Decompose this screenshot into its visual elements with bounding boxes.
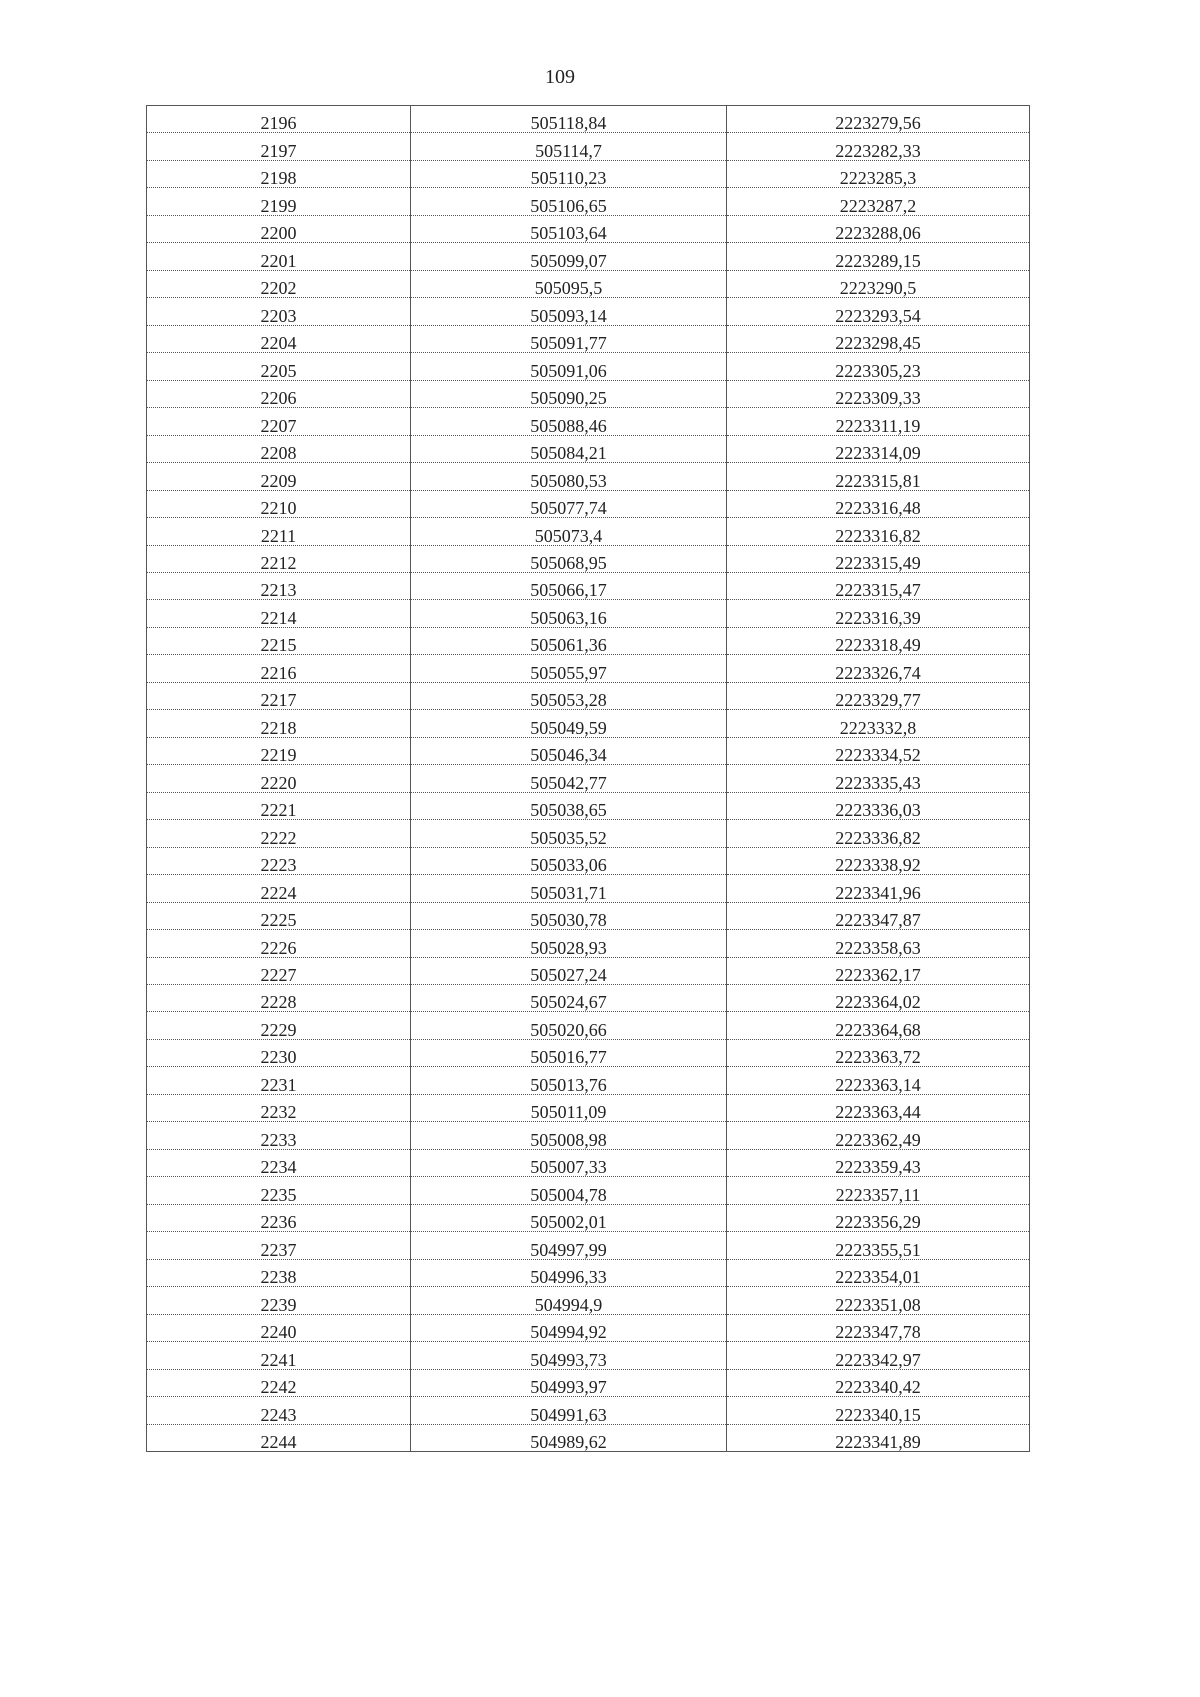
y-coordinate-cell: 2223356,29 — [727, 1204, 1030, 1231]
table-row — [147, 545, 1030, 572]
x-coordinate-cell: 505007,33 — [411, 1149, 727, 1176]
point-number-cell: 2236 — [147, 1204, 411, 1231]
table-row — [147, 1232, 1030, 1259]
table-row — [147, 1012, 1030, 1039]
x-coordinate-cell: 505091,06 — [411, 353, 727, 380]
table-row — [147, 215, 1030, 242]
point-number-cell: 2208 — [147, 435, 411, 462]
x-coordinate-cell: 505084,21 — [411, 435, 727, 462]
x-coordinate-cell: 505063,16 — [411, 600, 727, 627]
x-coordinate-cell: 505093,14 — [411, 298, 727, 325]
x-coordinate-cell: 505004,78 — [411, 1177, 727, 1204]
y-coordinate-cell: 2223351,08 — [727, 1287, 1030, 1314]
table-row — [147, 627, 1030, 654]
table-row — [147, 792, 1030, 819]
y-coordinate-cell: 2223364,68 — [727, 1012, 1030, 1039]
point-number-cell: 2242 — [147, 1369, 411, 1396]
point-number-cell: 2233 — [147, 1122, 411, 1149]
x-coordinate-cell: 504993,73 — [411, 1342, 727, 1369]
table-row — [147, 188, 1030, 215]
point-number-cell: 2198 — [147, 160, 411, 187]
table-row — [147, 957, 1030, 984]
x-coordinate-cell: 505011,09 — [411, 1094, 727, 1121]
y-coordinate-cell: 2223340,15 — [727, 1397, 1030, 1424]
table-row — [147, 710, 1030, 737]
table-row — [147, 765, 1030, 792]
table-row — [147, 1149, 1030, 1176]
x-coordinate-cell: 505106,65 — [411, 188, 727, 215]
table-row — [147, 1369, 1030, 1396]
x-coordinate-cell: 505027,24 — [411, 957, 727, 984]
point-number-cell: 2202 — [147, 270, 411, 297]
x-coordinate-cell: 505016,77 — [411, 1039, 727, 1066]
y-coordinate-cell: 2223336,82 — [727, 820, 1030, 847]
x-coordinate-cell: 504994,9 — [411, 1287, 727, 1314]
x-coordinate-cell: 505024,67 — [411, 985, 727, 1012]
y-coordinate-cell: 2223309,33 — [727, 380, 1030, 407]
y-coordinate-cell: 2223340,42 — [727, 1369, 1030, 1396]
point-number-cell: 2199 — [147, 188, 411, 215]
table-row — [147, 298, 1030, 325]
table-row — [147, 655, 1030, 682]
table-row — [147, 1314, 1030, 1341]
x-coordinate-cell: 505068,95 — [411, 545, 727, 572]
point-number-cell: 2232 — [147, 1094, 411, 1121]
x-coordinate-cell: 505033,06 — [411, 847, 727, 874]
x-coordinate-cell: 505030,78 — [411, 902, 727, 929]
point-number-cell: 2244 — [147, 1424, 411, 1451]
y-coordinate-cell: 2223341,96 — [727, 875, 1030, 902]
point-number-cell: 2217 — [147, 682, 411, 709]
x-coordinate-cell: 504996,33 — [411, 1259, 727, 1286]
y-coordinate-cell: 2223314,09 — [727, 435, 1030, 462]
point-number-cell: 2225 — [147, 902, 411, 929]
table-row — [147, 243, 1030, 270]
point-number-cell: 2210 — [147, 490, 411, 517]
y-coordinate-cell: 2223341,89 — [727, 1424, 1030, 1451]
table-row — [147, 572, 1030, 599]
point-number-cell: 2239 — [147, 1287, 411, 1314]
y-coordinate-cell: 2223293,54 — [727, 298, 1030, 325]
y-coordinate-cell: 2223287,2 — [727, 188, 1030, 215]
point-number-cell: 2196 — [147, 106, 411, 133]
point-number-cell: 2197 — [147, 133, 411, 160]
x-coordinate-cell: 505091,77 — [411, 325, 727, 352]
table-row — [147, 682, 1030, 709]
point-number-cell: 2206 — [147, 380, 411, 407]
x-coordinate-cell: 504993,97 — [411, 1369, 727, 1396]
y-coordinate-cell: 2223318,49 — [727, 627, 1030, 654]
page-number: 109 — [545, 66, 575, 88]
y-coordinate-cell: 2223357,11 — [727, 1177, 1030, 1204]
x-coordinate-cell: 504997,99 — [411, 1232, 727, 1259]
point-number-cell: 2211 — [147, 518, 411, 545]
table-row — [147, 985, 1030, 1012]
table-row — [147, 930, 1030, 957]
point-number-cell: 2229 — [147, 1012, 411, 1039]
x-coordinate-cell: 505055,97 — [411, 655, 727, 682]
table-row — [147, 463, 1030, 490]
x-coordinate-cell: 505061,36 — [411, 627, 727, 654]
point-number-cell: 2243 — [147, 1397, 411, 1424]
x-coordinate-cell: 505090,25 — [411, 380, 727, 407]
x-coordinate-cell: 505095,5 — [411, 270, 727, 297]
y-coordinate-cell: 2223305,23 — [727, 353, 1030, 380]
point-number-cell: 2241 — [147, 1342, 411, 1369]
point-number-cell: 2224 — [147, 875, 411, 902]
point-number-cell: 2220 — [147, 765, 411, 792]
x-coordinate-cell: 505118,84 — [411, 106, 727, 133]
x-coordinate-cell: 505049,59 — [411, 710, 727, 737]
table-row — [147, 1067, 1030, 1094]
x-coordinate-cell: 505099,07 — [411, 243, 727, 270]
x-coordinate-cell: 505020,66 — [411, 1012, 727, 1039]
point-number-cell: 2219 — [147, 737, 411, 764]
table-row — [147, 1397, 1030, 1424]
y-coordinate-cell: 2223364,02 — [727, 985, 1030, 1012]
point-number-cell: 2204 — [147, 325, 411, 352]
point-number-cell: 2213 — [147, 572, 411, 599]
point-number-cell: 2218 — [147, 710, 411, 737]
x-coordinate-cell: 505114,7 — [411, 133, 727, 160]
point-number-cell: 2221 — [147, 792, 411, 819]
x-coordinate-cell: 505038,65 — [411, 792, 727, 819]
y-coordinate-cell: 2223326,74 — [727, 655, 1030, 682]
x-coordinate-cell: 505088,46 — [411, 408, 727, 435]
table-row — [147, 353, 1030, 380]
table-row — [147, 270, 1030, 297]
y-coordinate-cell: 2223363,72 — [727, 1039, 1030, 1066]
y-coordinate-cell: 2223334,52 — [727, 737, 1030, 764]
point-number-cell: 2216 — [147, 655, 411, 682]
x-coordinate-cell: 505053,28 — [411, 682, 727, 709]
table-row — [147, 325, 1030, 352]
table-row — [147, 902, 1030, 929]
point-number-cell: 2240 — [147, 1314, 411, 1341]
y-coordinate-cell: 2223354,01 — [727, 1259, 1030, 1286]
point-number-cell: 2231 — [147, 1067, 411, 1094]
x-coordinate-cell: 505002,01 — [411, 1204, 727, 1231]
point-number-cell: 2223 — [147, 847, 411, 874]
coordinates-table — [146, 105, 1030, 1452]
x-coordinate-cell: 505103,64 — [411, 215, 727, 242]
y-coordinate-cell: 2223316,82 — [727, 518, 1030, 545]
table-row — [147, 1287, 1030, 1314]
y-coordinate-cell: 2223285,3 — [727, 160, 1030, 187]
y-coordinate-cell: 2223282,33 — [727, 133, 1030, 160]
point-number-cell: 2227 — [147, 957, 411, 984]
table-row — [147, 408, 1030, 435]
coordinates-table-body — [147, 106, 1030, 1452]
y-coordinate-cell: 2223342,97 — [727, 1342, 1030, 1369]
table-row — [147, 1039, 1030, 1066]
point-number-cell: 2222 — [147, 820, 411, 847]
y-coordinate-cell: 2223363,44 — [727, 1094, 1030, 1121]
table-row — [147, 847, 1030, 874]
point-number-cell: 2238 — [147, 1259, 411, 1286]
y-coordinate-cell: 2223338,92 — [727, 847, 1030, 874]
y-coordinate-cell: 2223279,56 — [727, 106, 1030, 133]
x-coordinate-cell: 505031,71 — [411, 875, 727, 902]
x-coordinate-cell: 505110,23 — [411, 160, 727, 187]
point-number-cell: 2212 — [147, 545, 411, 572]
table-row — [147, 600, 1030, 627]
point-number-cell: 2215 — [147, 627, 411, 654]
y-coordinate-cell: 2223355,51 — [727, 1232, 1030, 1259]
x-coordinate-cell: 505042,77 — [411, 765, 727, 792]
table-row — [147, 1342, 1030, 1369]
y-coordinate-cell: 2223289,15 — [727, 243, 1030, 270]
y-coordinate-cell: 2223362,17 — [727, 957, 1030, 984]
y-coordinate-cell: 2223332,8 — [727, 710, 1030, 737]
table-row — [147, 737, 1030, 764]
table-row — [147, 435, 1030, 462]
y-coordinate-cell: 2223329,77 — [727, 682, 1030, 709]
y-coordinate-cell: 2223311,19 — [727, 408, 1030, 435]
table-row — [147, 1424, 1030, 1451]
y-coordinate-cell: 2223358,63 — [727, 930, 1030, 957]
x-coordinate-cell: 504994,92 — [411, 1314, 727, 1341]
y-coordinate-cell: 2223335,43 — [727, 765, 1030, 792]
table-row — [147, 518, 1030, 545]
table-row — [147, 490, 1030, 517]
y-coordinate-cell: 2223347,87 — [727, 902, 1030, 929]
x-coordinate-cell: 504989,62 — [411, 1424, 727, 1451]
x-coordinate-cell: 505080,53 — [411, 463, 727, 490]
table-row — [147, 106, 1030, 133]
x-coordinate-cell: 505008,98 — [411, 1122, 727, 1149]
y-coordinate-cell: 2223359,43 — [727, 1149, 1030, 1176]
table-row — [147, 1259, 1030, 1286]
x-coordinate-cell: 505073,4 — [411, 518, 727, 545]
table-row — [147, 1177, 1030, 1204]
point-number-cell: 2228 — [147, 985, 411, 1012]
table-row — [147, 1122, 1030, 1149]
y-coordinate-cell: 2223290,5 — [727, 270, 1030, 297]
table-row — [147, 133, 1030, 160]
y-coordinate-cell: 2223363,14 — [727, 1067, 1030, 1094]
x-coordinate-cell: 505066,17 — [411, 572, 727, 599]
point-number-cell: 2205 — [147, 353, 411, 380]
point-number-cell: 2226 — [147, 930, 411, 957]
y-coordinate-cell: 2223347,78 — [727, 1314, 1030, 1341]
y-coordinate-cell: 2223315,81 — [727, 463, 1030, 490]
point-number-cell: 2200 — [147, 215, 411, 242]
point-number-cell: 2209 — [147, 463, 411, 490]
point-number-cell: 2237 — [147, 1232, 411, 1259]
y-coordinate-cell: 2223336,03 — [727, 792, 1030, 819]
point-number-cell: 2207 — [147, 408, 411, 435]
x-coordinate-cell: 505028,93 — [411, 930, 727, 957]
x-coordinate-cell: 504991,63 — [411, 1397, 727, 1424]
y-coordinate-cell: 2223362,49 — [727, 1122, 1030, 1149]
x-coordinate-cell: 505077,74 — [411, 490, 727, 517]
y-coordinate-cell: 2223288,06 — [727, 215, 1030, 242]
table-row — [147, 1204, 1030, 1231]
table-row — [147, 380, 1030, 407]
table-row — [147, 875, 1030, 902]
x-coordinate-cell: 505035,52 — [411, 820, 727, 847]
point-number-cell: 2230 — [147, 1039, 411, 1066]
point-number-cell: 2234 — [147, 1149, 411, 1176]
point-number-cell: 2203 — [147, 298, 411, 325]
point-number-cell: 2235 — [147, 1177, 411, 1204]
point-number-cell: 2214 — [147, 600, 411, 627]
y-coordinate-cell: 2223298,45 — [727, 325, 1030, 352]
x-coordinate-cell: 505013,76 — [411, 1067, 727, 1094]
table-row — [147, 820, 1030, 847]
y-coordinate-cell: 2223316,39 — [727, 600, 1030, 627]
table-row — [147, 1094, 1030, 1121]
x-coordinate-cell: 505046,34 — [411, 737, 727, 764]
y-coordinate-cell: 2223315,47 — [727, 572, 1030, 599]
point-number-cell: 2201 — [147, 243, 411, 270]
table-row — [147, 160, 1030, 187]
y-coordinate-cell: 2223316,48 — [727, 490, 1030, 517]
y-coordinate-cell: 2223315,49 — [727, 545, 1030, 572]
